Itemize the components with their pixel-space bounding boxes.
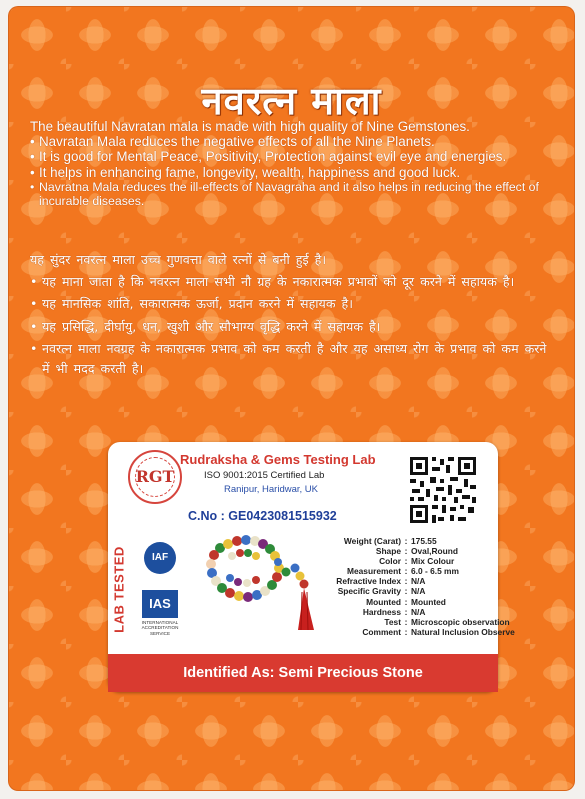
english-bullet: • It is good for Mental Peace, Positivity, Protection against evil eye and energies. [30, 149, 561, 164]
spec-key: Refractive Index [336, 576, 401, 587]
spec-value: 6.0 - 6.5 mm [411, 566, 459, 577]
spec-row [304, 616, 510, 627]
specifications-table [304, 536, 515, 637]
identified-as-banner: Identified As: Semi Precious Stone [108, 654, 498, 692]
spec-separator: : [404, 556, 408, 567]
spec-row [304, 576, 486, 586]
spec-row [304, 607, 486, 617]
spec-key: Weight (Carat) [343, 536, 401, 546]
spec-separator: : [404, 566, 408, 577]
spec-separator: : [404, 586, 408, 597]
lab-address: Ranipur, Haridwar, UK [224, 484, 318, 495]
lab-seal-logo [128, 450, 182, 504]
english-bullet: • Navratna Mala reduces the ill-effects of Navagraha and it also helps in reducing the effect of incurable diseases. [30, 180, 561, 209]
spec-value: N/A [411, 586, 426, 597]
certificate-label [108, 442, 515, 692]
spec-row [304, 626, 515, 637]
spec-key: Specific Gravity [337, 586, 401, 597]
english-description [30, 119, 561, 209]
hindi-bullet: • यह प्रसिद्धि, दीर्घायु, धन, खुशी और सौभाग्य वृद्धि करने में सहायक है। [30, 317, 559, 337]
spec-value: Microscopic observation [411, 616, 510, 627]
lab-iso: ISO 9001:2015 Certified Lab [204, 470, 325, 481]
spec-key: Measurement [347, 566, 401, 577]
hindi-bullet: • यह माना जाता है कि नवरत्न माला सभी नौ ग्रह के नकारात्मक प्रभावों को दूर करने में सहायक है। [30, 272, 559, 292]
certificate-number-value: GE0423081515932 [228, 509, 337, 523]
spec-key: Mounted [366, 596, 401, 607]
spec-separator: : [404, 546, 408, 557]
hindi-description [30, 250, 559, 381]
spec-row [304, 586, 486, 596]
spec-key: Hardness [362, 606, 401, 617]
english-intro: The beautiful Navratan mala is made with high quality of Nine Gemstones. [30, 119, 470, 134]
spec-row [304, 546, 486, 556]
spec-value: Mix Colour [411, 556, 455, 567]
spec-value: Oval,Round [411, 546, 458, 557]
hindi-bullet: • यह मानसिक शांति, सकारात्मक ऊर्जा, प्रदान करने में सहायक है। [30, 294, 559, 314]
spec-value: Natural Inclusion Observe [411, 626, 515, 637]
spec-value: 175.55 [411, 536, 437, 546]
spec-separator: : [404, 536, 408, 546]
seal-monogram: RGT [135, 467, 175, 486]
spec-key: Test [384, 616, 401, 627]
certificate-number-label: C.No : [188, 509, 225, 523]
ias-logo: IAS [142, 590, 178, 618]
spec-row [304, 566, 486, 576]
lab-tested-badge: LAB TESTED [111, 546, 127, 633]
spec-value: N/A [411, 576, 426, 587]
hindi-bullet-list [30, 272, 559, 379]
english-bullet: • Navratan Mala reduces the negative effects of all the Nine Planets. [30, 134, 561, 149]
spec-separator: : [404, 616, 408, 627]
spec-key: Color [379, 556, 401, 567]
lab-name: Rudraksha & Gems Testing Lab [180, 452, 376, 467]
hindi-intro: यह सुंदर नवरत्न माला उच्च गुणवत्ता वाले रत्नों से बनी हुई है। [30, 252, 327, 267]
spec-row [304, 597, 486, 607]
spec-key: Shape [375, 546, 401, 557]
iaf-logo: IAF [144, 542, 176, 574]
spec-separator: : [404, 596, 408, 607]
hindi-bullet: • नवरत्न माला नवग्रह के नकारात्मक प्रभाव को कम करती है और यह असाध्य रोग के प्रभाव को कम करने में भी मदद करती है। [30, 339, 559, 378]
product-title: नवरत्न माला [201, 78, 382, 123]
spec-row [304, 536, 486, 546]
spec-separator: : [404, 606, 408, 617]
english-bullet-list [30, 134, 561, 209]
qr-code-icon [408, 455, 478, 525]
spec-separator: : [404, 576, 408, 587]
english-bullet: • It helps in enhancing fame, longevity, wealth, happiness and good luck. [30, 165, 561, 180]
product-card [8, 6, 575, 791]
ias-subtitle: INTERNATIONAL ACCREDITATION SERVICE [141, 620, 179, 636]
spec-row [304, 556, 486, 566]
spec-value: N/A [411, 606, 426, 617]
spec-separator: : [404, 626, 408, 637]
certificate-number [188, 509, 337, 523]
spec-value: Mounted [411, 596, 446, 607]
spec-key: Comment [362, 626, 401, 637]
